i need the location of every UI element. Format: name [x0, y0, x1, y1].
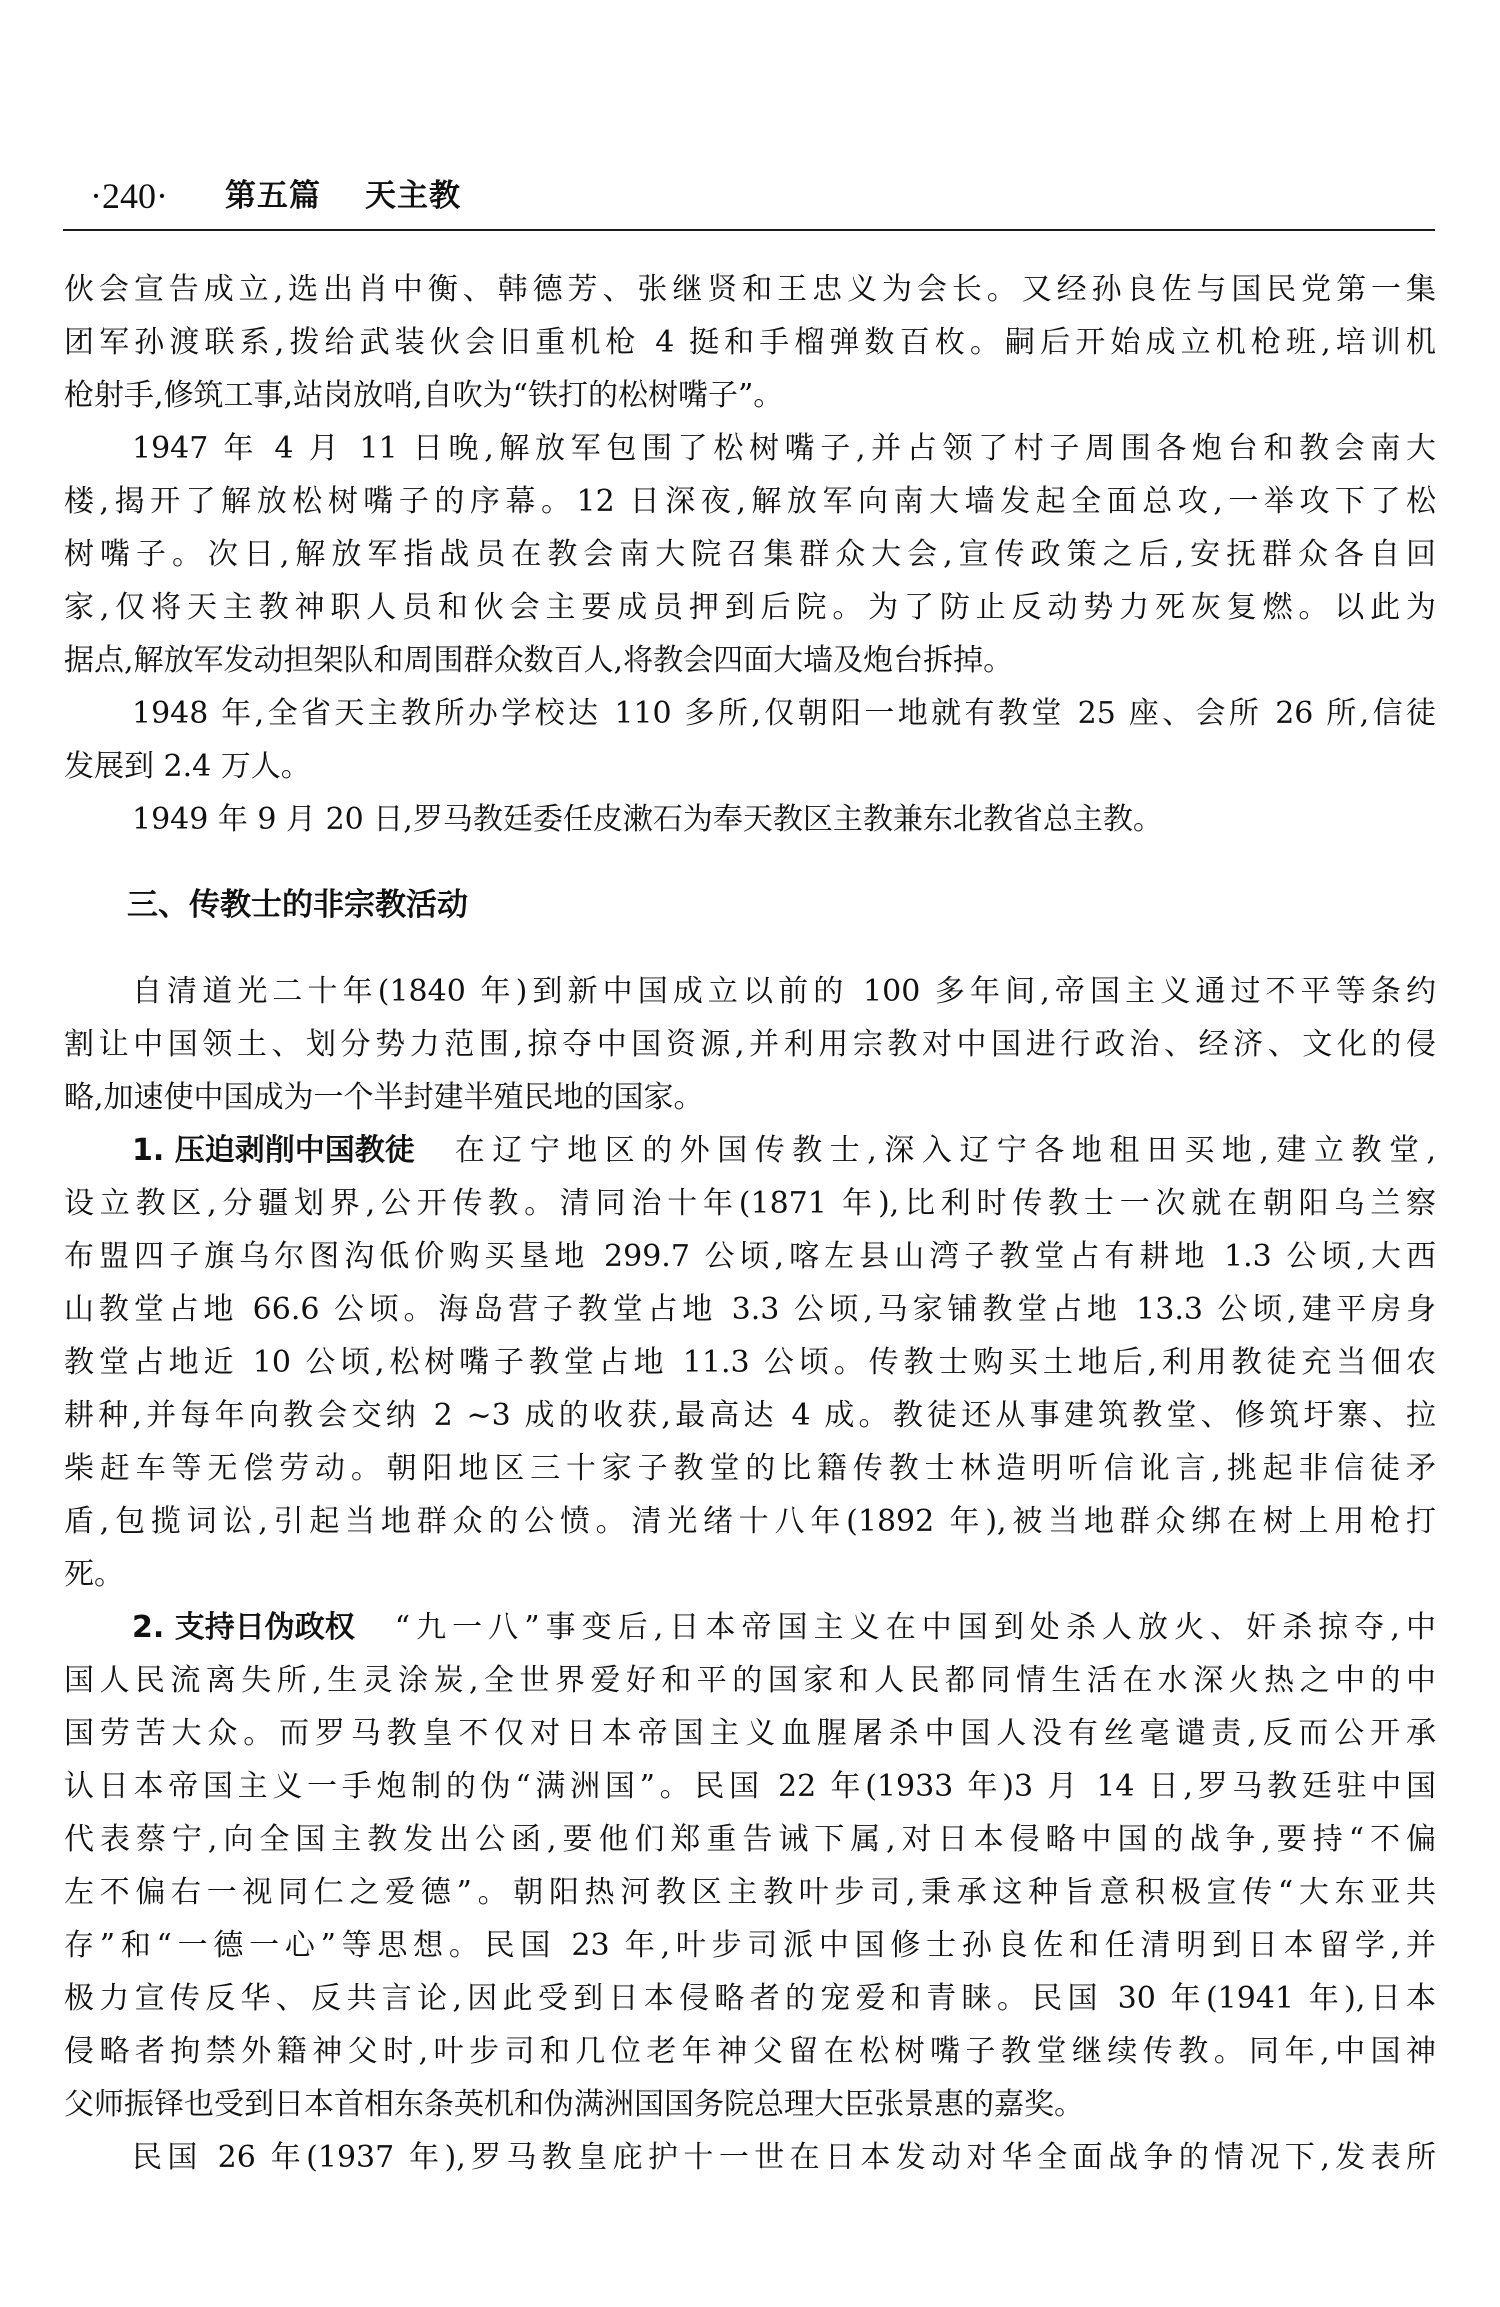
- section-heading: 三、传教士的非宗教活动: [127, 887, 468, 923]
- part-label: 第五篇: [225, 178, 321, 214]
- chapter-title: 天主教: [365, 178, 461, 214]
- text-line: 民国 26 年(1937 年),罗马教皇庇护十一世在日本发动对华全面战争的情况下,发表所: [132, 2140, 1436, 2175]
- text-line: [132, 1608, 1436, 1648]
- text-line: 割让中国领土、划分势力范围,掠夺中国资源,并利用宗教对中国进行政治、经济、文化的侵: [64, 1027, 1436, 1062]
- text-line: 略,加速使中国成为一个半封建半殖民地的国家。: [64, 1080, 704, 1115]
- text-line: 布盟四子旗乌尔图沟低价购买垦地 299.7 公顷,喀左县山湾子教堂占有耕地 1.3 公顷,大西: [64, 1239, 1436, 1274]
- text-line: 据点,解放军发动担架队和周围群众数百人,将教会四面大墙及炮台拆掉。: [64, 643, 1014, 678]
- text-line: 1948 年,全省天主教所办学校达 110 多所,仅朝阳一地就有教堂 25 座、会所 26 所,信徒: [132, 696, 1436, 731]
- text-line: 自清道光二十年(1840 年)到新中国成立以前的 100 多年间,帝国主义通过不平等条约: [132, 974, 1436, 1009]
- text-line: 国人民流离失所,生灵涂炭,全世界爱好和平的国家和人民都同情生活在水深火热之中的中: [64, 1663, 1436, 1698]
- text-line: 认日本帝国主义一手炮制的伪“满洲国”。民国 22 年(1933 年)3 月 14 日,罗马教廷驻中国: [64, 1769, 1436, 1804]
- text-line: 设立教区,分疆划界,公开传教。清同治十年(1871 年),比利时传教士一次就在朝阳乌兰察: [64, 1186, 1436, 1221]
- text-line: 伙会宣告成立,选出肖中衡、韩德芳、张继贤和王忠义为会长。又经孙良佐与国民党第一集: [64, 272, 1436, 307]
- page-number: ·240·: [90, 176, 168, 216]
- text-line: [132, 1131, 1436, 1171]
- text-line: 左不偏右一视同仁之爱德”。朝阳热河教区主教叶步司,秉承这种旨意积极宣传“大东亚共: [64, 1875, 1436, 1910]
- text-line: 教堂占地近 10 公顷,松树嘴子教堂占地 11.3 公顷。传教士购买土地后,利用教徒充当佃农: [64, 1345, 1436, 1380]
- header-rule: [63, 229, 1435, 231]
- text-line: 家,仅将天主教神职人员和伙会主要成员押到后院。为了防止反动势力死灰复燃。以此为: [64, 590, 1436, 625]
- text-run: “九一八”事变后,日本帝国主义在中国到处杀人放火、奸杀掠夺,中: [394, 1610, 1436, 1645]
- text-line: 父师振铎也受到日本首相东条英机和伪满洲国国务院总理大臣张景惠的嘉奖。: [64, 2087, 1084, 2122]
- text-line: 盾,包揽词讼,引起当地群众的公愤。清光绪十八年(1892 年),被当地群众绑在树上用枪打: [64, 1504, 1436, 1539]
- text-line: 极力宣传反华、反共言论,因此受到日本侵略者的宠爱和青睐。民国 30 年(1941 年),日本: [64, 1981, 1436, 2016]
- text-line: 国劳苦大众。而罗马教皇不仅对日本帝国主义血腥屠杀中国人没有丝毫谴责,反而公开承: [64, 1716, 1436, 1751]
- subsection-lead: 2. 支持日伪政权: [132, 1610, 355, 1645]
- text-line: 树嘴子。次日,解放军指战员在教会南大院召集群众大会,宣传政策之后,安抚群众各自回: [64, 537, 1436, 572]
- text-line: 死。: [64, 1557, 124, 1592]
- text-line: 团军孙渡联系,拨给武装伙会旧重机枪 4 挺和手榴弹数百枚。嗣后开始成立机枪班,培训机: [64, 325, 1436, 360]
- text-line: 1949 年 9 月 20 日,罗马教廷委任皮漱石为奉天教区主教兼东北教省总主教。: [132, 802, 1163, 837]
- text-line: 楼,揭开了解放松树嘴子的序幕。12 日深夜,解放军向南大墙发起全面总攻,一举攻下了松: [64, 484, 1436, 519]
- text-line: 耕种,并每年向教会交纳 2 ~3 成的收获,最高达 4 成。教徒还从事建筑教堂、修筑圩寨、拉: [64, 1398, 1436, 1433]
- text-line: 代表蔡宁,向全国主教发出公函,要他们郑重告诫下属,对日本侵略中国的战争,要持“不偏: [64, 1822, 1436, 1857]
- text-line: 存”和“一德一心”等思想。民国 23 年,叶步司派中国修士孙良佐和任清明到日本留学,并: [64, 1928, 1436, 1963]
- text-line: 1947 年 4 月 11 日晚,解放军包围了松树嘴子,并占领了村子周围各炮台和教会南大: [132, 431, 1436, 466]
- text-line: 侵略者拘禁外籍神父时,叶步司和几位老年神父留在松树嘴子教堂继续传教。同年,中国神: [64, 2034, 1436, 2069]
- text-line: 发展到 2.4 万人。: [64, 749, 311, 784]
- text-line: 山教堂占地 66.6 公顷。海岛营子教堂占地 3.3 公顷,马家铺教堂占地 13.3 公顷,建平房身: [64, 1292, 1436, 1327]
- text-line: 枪射手,修筑工事,站岗放哨,自吹为“铁打的松树嘴子”。: [64, 378, 784, 413]
- text-line: 柴赶车等无偿劳动。朝阳地区三十家子教堂的比籍传教士林造明听信讹言,挑起非信徒矛: [64, 1451, 1436, 1486]
- text-run: 在辽宁地区的外国传教士,深入辽宁各地租田买地,建立教堂,: [454, 1133, 1436, 1168]
- subsection-lead: 1. 压迫剥削中国教徒: [132, 1133, 415, 1168]
